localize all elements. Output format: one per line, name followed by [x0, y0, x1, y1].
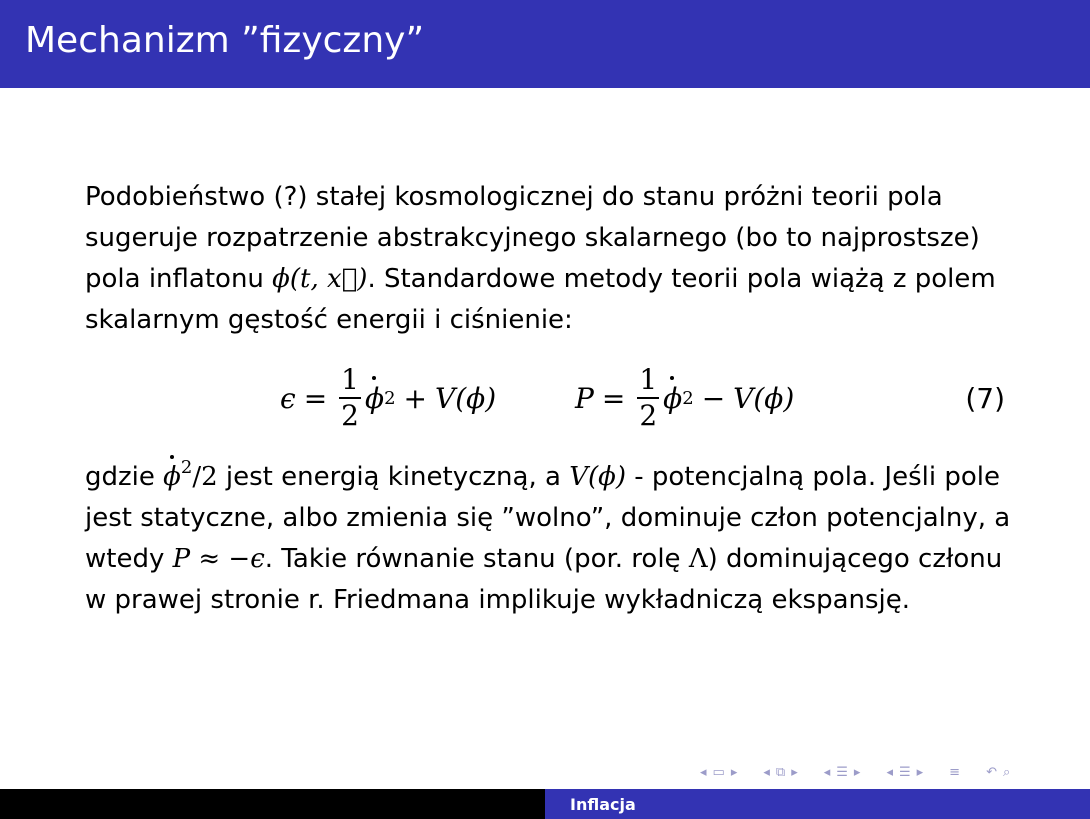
nav-slide-frame-icon[interactable]: ▭ — [712, 764, 725, 780]
inline-math-potential: V(ϕ) — [569, 462, 626, 492]
beamer-navigation — [700, 762, 1010, 782]
inline-math-equation-of-state: P ≈ −ϵ — [172, 544, 265, 574]
text-run: . Takie równanie stanu (por. rolę — [264, 544, 689, 574]
inline-math-exponent: 2 — [180, 457, 193, 478]
phi-dot: ϕ — [365, 378, 384, 419]
paragraph-explanation — [85, 447, 1025, 621]
nav-section-icon[interactable]: ☰ — [898, 764, 911, 780]
text-run: gdzie — [85, 462, 164, 492]
paragraph-intro — [85, 177, 1025, 341]
exponent: 2 — [682, 387, 694, 409]
equation-number: (7) — [965, 381, 1005, 415]
minus-sign: − — [701, 381, 726, 415]
fraction-half — [339, 363, 361, 433]
nav-search-icon[interactable]: ⌕ — [1002, 764, 1011, 780]
equals-sign: = — [601, 381, 626, 415]
nav-prev-subsection-icon[interactable]: ◂ — [823, 764, 831, 780]
fraction-numerator: 1 — [639, 363, 658, 396]
nav-subsection-icon[interactable]: ☰ — [836, 764, 848, 780]
nav-prev-section-icon[interactable]: ◂ — [886, 764, 893, 780]
text-run: . Standardowe metody teorii pola wiążą z polem skalarnym gęstość energii i ciśnienie: — [85, 264, 996, 335]
display-equation — [85, 353, 1025, 443]
nav-prev-slide-icon[interactable]: ◂ — [700, 764, 707, 780]
fraction-half — [637, 363, 659, 433]
plus-sign: + — [403, 381, 427, 415]
text-run: jest energią kinetyczną, a — [217, 462, 570, 492]
footer-right-panel — [545, 789, 1090, 819]
nav-next-subsection-icon[interactable]: ▸ — [853, 764, 861, 780]
equation-pressure — [575, 353, 794, 443]
inline-math-lambda: Λ — [688, 544, 708, 574]
nav-next-frame-icon[interactable]: ▸ — [791, 764, 798, 780]
fraction-denominator: 2 — [341, 399, 359, 432]
pressure-symbol: P — [575, 381, 594, 415]
nav-prev-frame-icon[interactable]: ◂ — [763, 764, 770, 780]
epsilon-symbol: ϵ — [280, 381, 296, 415]
phi-dot: ϕ — [663, 378, 682, 419]
inline-math-divisor: /2 — [192, 462, 218, 492]
inline-math-inflaton: ϕ(t, x⃗) — [272, 264, 368, 294]
nav-next-slide-icon[interactable]: ▸ — [730, 764, 738, 780]
potential: V(ϕ) — [733, 381, 795, 415]
nav-back-icon[interactable]: ↶ — [986, 764, 997, 780]
exponent: 2 — [384, 387, 396, 409]
equation-energy-density — [280, 353, 496, 443]
equals-sign: = — [303, 381, 328, 415]
footer-bar — [0, 789, 1090, 819]
nav-document-icon[interactable]: ≡ — [949, 764, 961, 780]
nav-next-section-icon[interactable]: ▸ — [916, 764, 924, 780]
potential: V(ϕ) — [435, 381, 497, 415]
footer-title: Inflacja — [570, 794, 636, 814]
nav-frame-stack-icon[interactable]: ⧉ — [775, 764, 786, 780]
fraction-numerator: 1 — [341, 363, 359, 396]
text-run: ) dominującego członu w prawej stronie r. Friedmana implikuje wykładniczą ekspansję. — [85, 544, 1003, 615]
inline-math-phi-dot: ϕ — [163, 457, 181, 498]
slide-body — [85, 177, 1025, 621]
text-run: - potencjalną pola. Jeśli pole jest statyczne, albo zmienia się ”wolno”, dominuje człon potencjalny, a wtedy — [85, 462, 1011, 574]
frame-header — [0, 0, 1090, 88]
footer-left-panel — [0, 789, 545, 819]
fraction-denominator: 2 — [639, 399, 658, 432]
text-run: Podobieństwo (?) stałej kosmologicznej do stanu próżni teorii pola sugeruje rozpatrzenie abstrakcyjnego skalarnego (bo to najprostsze) pola inflatonu — [85, 182, 980, 294]
slide-title: Mechanizm ”fizyczny” — [25, 20, 425, 61]
